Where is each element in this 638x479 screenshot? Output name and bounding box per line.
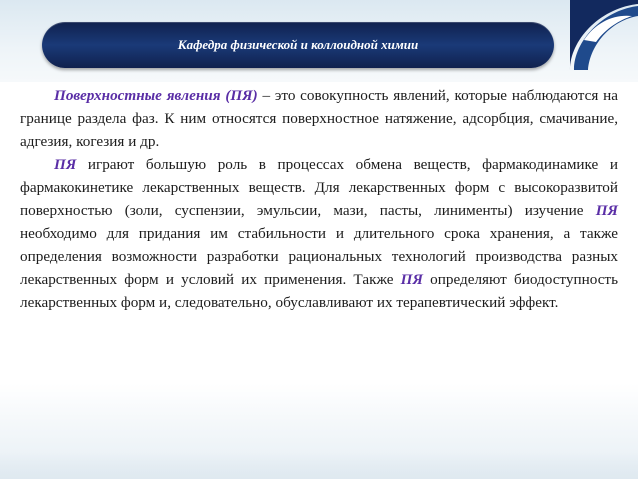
- term-surface-phenomena: Поверхностные явления (ПЯ): [54, 87, 258, 104]
- paragraph-role: [20, 153, 618, 314]
- paragraph-text: – это совокупность явлений, которые наблюдаются на границе раздела фаз. К ним относятся поверхностное натяжение, адсорбция, смачивание, адгезия, когезия и др.: [20, 87, 618, 150]
- swoosh-arc-icon: [560, 0, 638, 70]
- term-abbreviation: ПЯ: [595, 202, 618, 219]
- paragraph-definition: [20, 84, 618, 153]
- term-abbreviation: ПЯ: [400, 271, 423, 288]
- paragraph-text: играют большую роль в процессах обмена веществ, фармакодинамике и фармакокинетике лекарственных веществ. Для лекарственных форм с высокоразвитой поверхностью (золи, суспензии, эмульсии, мази, пасты, линименты) изучение: [20, 156, 618, 219]
- paragraph-text: необходимо для придания им стабильности и длительного срока хранения, а также определения возможности разработки рациональных технологий производства разных лекарственных форм и условий их применения. Также: [20, 225, 618, 288]
- paragraph-text: определяют биодоступность лекарственных форм и, следовательно, обуславливают их терапевтический эффект.: [20, 271, 618, 311]
- page-title: Кафедра физической и коллоидной химии: [177, 37, 419, 52]
- term-abbreviation: ПЯ: [54, 156, 77, 173]
- main-content: [20, 84, 618, 314]
- footer-band: [0, 452, 638, 479]
